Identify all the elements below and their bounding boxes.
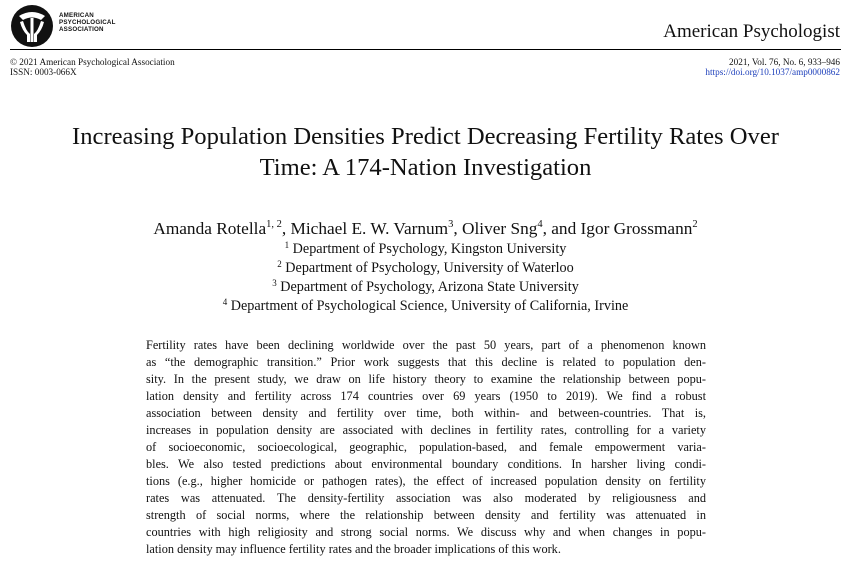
- author-list: [0, 219, 851, 239]
- author-name: Igor Grossmann: [580, 219, 693, 238]
- affiliation-list: [0, 240, 851, 316]
- abstract-line: lation density and fertility across 174 countries over 69 years (1950 to 2019). We find a robust: [146, 389, 706, 403]
- article-title: [0, 121, 851, 183]
- abstract-line: strength of social norms, where the relationship between density and fertility was attenuated in: [146, 508, 706, 522]
- affiliation: [0, 259, 851, 278]
- affiliation-text: Department of Psychological Science, University of California, Irvine: [230, 298, 629, 315]
- affiliation: [0, 297, 851, 316]
- abstract: [146, 337, 706, 558]
- affiliation-number: 2: [277, 259, 282, 270]
- author-separator: , and: [542, 219, 581, 238]
- publication-meta-left: [10, 58, 175, 77]
- abstract-line: sity. In the present study, we draw on life history theory to examine the relationship between popu-: [146, 372, 706, 386]
- issn-line: ISSN: 0003-066X: [10, 66, 77, 77]
- doi-link[interactable]: https://doi.org/10.1037/amp0000862: [705, 66, 840, 77]
- affiliation-text: Department of Psychology, Arizona State University: [280, 279, 579, 296]
- title-line: Increasing Population Densities Predict Decreasing Fertility Rates Over: [72, 123, 779, 150]
- author-name: Amanda Rotella: [153, 219, 267, 238]
- author-affiliation-marker: 4: [537, 219, 543, 230]
- author-separator: ,: [453, 219, 462, 238]
- header-rule: [10, 49, 841, 50]
- affiliation-text: Department of Psychology, Kingston University: [292, 241, 567, 257]
- abstract-line: rates was attenuated. The density-fertility association was also moderated by religiousness and: [146, 491, 706, 505]
- abstract-line: tions (e.g., higher homicide or pathogen rates), the effect of increased population density on fertility: [146, 474, 706, 488]
- affiliation: [0, 240, 851, 259]
- affiliation-number: 1: [284, 240, 290, 250]
- abstract-line: as “the demographic transition.” Prior work suggests that this decline is related to population den-: [146, 355, 706, 369]
- abstract-line: Fertility rates have been declining worldwide over the past 50 years, part of a phenomenon known: [146, 338, 706, 352]
- abstract-line: increases in population density are associated with declines in fertility rates, controlling for a variety: [146, 423, 706, 437]
- logo-line: ASSOCIATION: [59, 26, 104, 34]
- title-line: Time: A 174-Nation Investigation: [259, 154, 592, 181]
- publication-meta-right: [705, 58, 840, 77]
- author-affiliation-marker: 1, 2: [266, 219, 282, 230]
- affiliation-text: Department of Psychology, University of Waterloo: [285, 260, 574, 277]
- header: [0, 0, 851, 60]
- abstract-line: lation density may influence fertility rates and the broader implications of this work.: [146, 542, 561, 556]
- citation-line: 2021, Vol. 76, No. 6, 933–946: [729, 57, 840, 67]
- author-name: Michael E. W. Varnum: [290, 219, 449, 238]
- author-affiliation-marker: 3: [448, 219, 454, 230]
- apa-logo: [10, 4, 54, 48]
- affiliation-number: 3: [272, 278, 277, 289]
- logo-line: AMERICAN: [59, 12, 94, 19]
- copyright-line: © 2021 American Psychological Association: [10, 57, 175, 67]
- abstract-line: association between density and fertility over time, both within- and between-countries. That is,: [146, 406, 706, 420]
- abstract-line: bles. We also tested predictions about environmental boundary conditions. In harsher living condi-: [146, 457, 706, 471]
- author-separator: ,: [281, 219, 291, 238]
- logo-line: PSYCHOLOGICAL: [59, 19, 116, 27]
- journal-name: American Psychologist: [663, 21, 840, 42]
- author-name: Oliver Sng: [462, 219, 538, 238]
- affiliation-number: 4: [222, 297, 228, 308]
- logo-wordmark: [59, 12, 116, 34]
- abstract-line: of socioeconomic, socioecological, geographic, population-based, and female empowerment varia-: [146, 440, 706, 454]
- abstract-line: countries with high religiosity and strong social norms. We discuss why and when changes in popu-: [146, 525, 706, 539]
- author-affiliation-marker: 2: [692, 219, 698, 230]
- affiliation: [0, 278, 851, 297]
